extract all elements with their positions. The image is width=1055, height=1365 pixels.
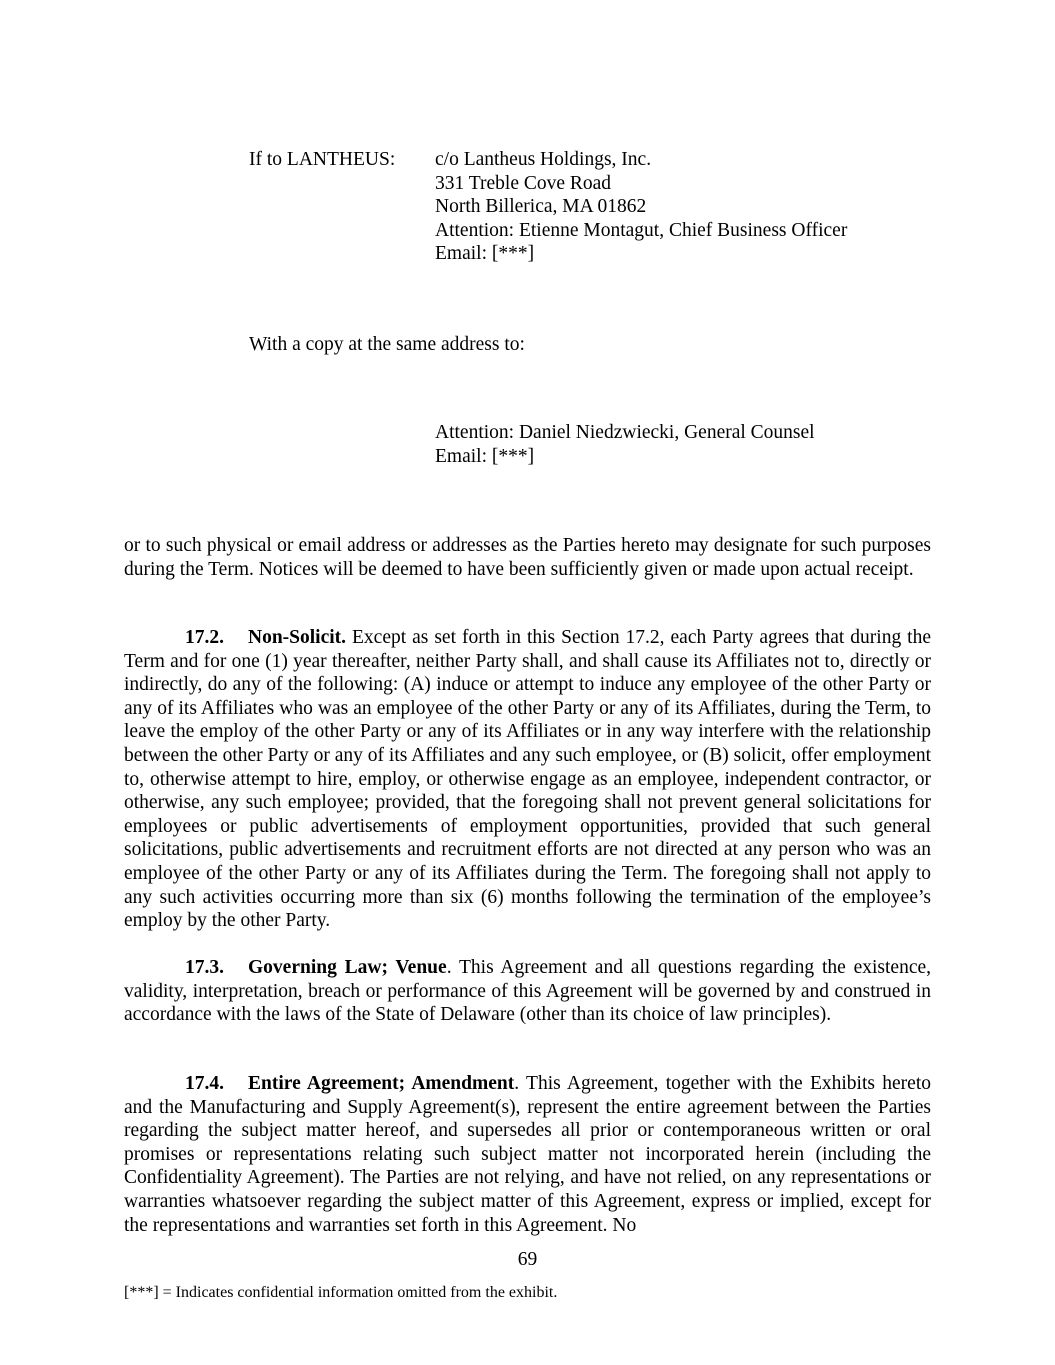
page-number: 69	[517, 1249, 538, 1270]
section-heading: Governing Law; Venue	[248, 957, 447, 978]
address-line: c/o Lantheus Holdings, Inc.	[435, 149, 652, 170]
section-heading-suffix: .	[514, 1073, 520, 1094]
notice-recipient-label: If to LANTHEUS:	[249, 149, 396, 170]
copy-address-block	[435, 421, 815, 468]
section-number: 17.4.	[185, 1073, 224, 1094]
address-email-line: Email: [***]	[435, 243, 535, 265]
section-body: This Agreement, together with the Exhibits hereto and the Manufacturing and Supply Agreement(s), represent the entire agreement between the Parties regarding the subject matter hereof, and supersedes all prior or contemporaneous written or oral promises or representations relating such subject matter not incorporated herein (including the Confidentiality Agreement). The Parties are not relying, and have not relied, on any representations or warranties whatsoever regarding the subject matter of this Agreement, express or implied, except for the representations and warranties set forth in this Agreement. No	[124, 1073, 931, 1236]
address-line: 331 Treble Cove Road	[435, 172, 612, 194]
section-heading-suffix: .	[446, 957, 452, 978]
section-17-4	[124, 1072, 931, 1237]
address-attention-line: Attention: Etienne Montagut, Chief Business Officer	[435, 219, 848, 241]
section-body: This Agreement and all questions regarding the existence, validity, interpretation, breach or performance of this Agreement will be governed by and construed in accordance with the laws of the State of Delaware (other than its choice of law principles).	[124, 957, 931, 1026]
copy-intro: With a copy at the same address to:	[249, 334, 525, 355]
notice-closing-paragraph	[124, 534, 931, 581]
confidentiality-footnote: [***] = Indicates confidential information omitted from the exhibit.	[124, 1284, 558, 1301]
section-heading: Non-Solicit.	[248, 627, 347, 648]
section-17-2	[124, 626, 931, 933]
section-body: Except as set forth in this Section 17.2, each Party agrees that during the Term and for one (1) year thereafter, neither Party shall, and shall cause its Affiliates not to, directly or indirectly, do any of the following: (A) induce or attempt to induce any employee of the other Party or any of its Affiliates who was an employee of the other Party or any of its Affiliates, during the Term, to leave the employ of the other Party or any of its Affiliates or in any way interfere with the relationship between the other Party or any of its Affiliates and any such employee, or (B) solicit, offer employment to, otherwise attempt to hire, employ, or otherwise engage as an employee, independent contractor, or otherwise, any such employee; provided, that the foregoing shall not prevent general solicitations for employees or public advertisements of employment opportunities, provided that such general solicitations, public advertisements and recruitment efforts are not directed at any person who was an employee of the other Party or any of its Affiliates during the Term. The foregoing shall not apply to any such activities occurring more than six (6) months following the termination of the employee’s employ by the other Party.	[124, 627, 931, 932]
section-17-3	[124, 956, 931, 1027]
section-number: 17.3.	[185, 957, 224, 978]
closing-text: or to such physical or email address or addresses as the Parties hereto may designate for such purposes during the Term. Notices will be deemed to have been sufficiently given or made upon actual receipt.	[124, 535, 931, 580]
address-line: North Billerica, MA 01862	[435, 196, 647, 218]
copy-attention-line: Attention: Daniel Niedzwiecki, General Counsel	[435, 422, 815, 443]
lantheus-address-block	[435, 148, 847, 266]
section-heading: Entire Agreement; Amendment	[248, 1073, 515, 1094]
copy-email-line: Email: [***]	[435, 445, 535, 467]
section-number: 17.2.	[185, 627, 224, 648]
